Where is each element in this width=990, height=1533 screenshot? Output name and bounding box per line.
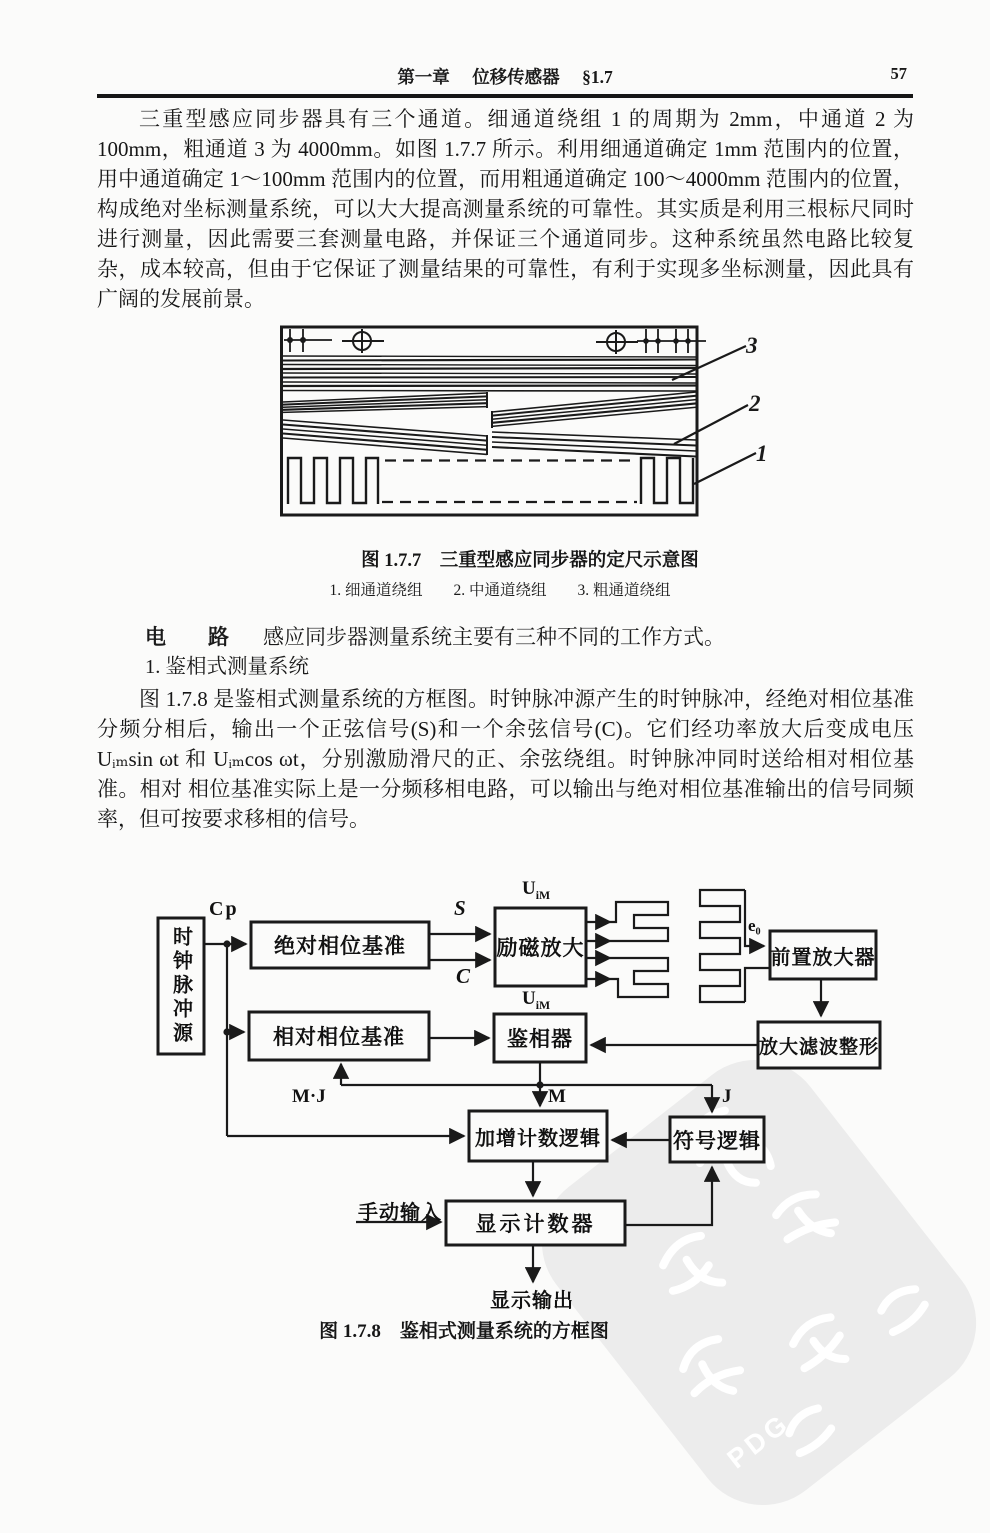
box-label-clock: 时钟脉冲源: [169, 926, 192, 1046]
page-header: [97, 64, 913, 90]
signal-label-uim-top: $U_{iM}$: [522, 878, 551, 902]
circuit-heading-text: 感应同步器测量系统主要有三种不同的工作方式。: [263, 625, 725, 649]
fine-channel-band: [288, 458, 693, 504]
signal-label-s: S: [454, 896, 467, 920]
signal-label-m: M: [548, 1086, 566, 1107]
alignment-circle-right: [596, 330, 638, 354]
box-label-phase-discriminator: 鉴相器: [507, 1027, 573, 1051]
figure-inductosyn-scale: [270, 322, 790, 534]
header-rule: [97, 94, 913, 98]
signal-label-cp: Cp: [209, 898, 239, 920]
box-label-amp-filter-shaper: 放大滤波整形: [758, 1036, 879, 1058]
box-label-sign-logic: 符号逻辑: [673, 1128, 761, 1153]
box-label-counting-logic: 加增计数逻辑: [475, 1127, 601, 1150]
inductosyn-scale-drawing: [270, 322, 790, 534]
header-chapter: 第一章: [397, 67, 450, 87]
signal-label-c: C: [456, 964, 472, 988]
header-section: §1.7: [582, 67, 613, 87]
signal-label-j: J: [722, 1086, 732, 1107]
header-title-group: [97, 64, 913, 89]
coarse-channel-band: [283, 356, 696, 391]
figure177-legend: 1. 细通道绕组 2. 中通道绕组 3. 粗通道绕组: [329, 582, 671, 599]
page-number: 57: [890, 64, 907, 83]
label-fine-winding: 1: [756, 441, 768, 466]
paragraph-triple-channel: 三重型感应同步器具有三个通道。细通道绕组 1 的周期为 2mm，中通道 2 为 100mm，粗通道 3 为 4000mm。如图 1.7.7 所示。利用细通道确定 1mm 范围内的位置，用中通道确定 1～100mm 范围内的位置，而用粗通道确定 100～4000mm 范围内的位置，构成绝对坐标测量系统，可以大大提高测量系统的可靠性。其实质是利用三根标尺同时进行测量，因此需要三套测量电路，并保证三个通道同步。这种系统虽然电路比较复杂，成本较高，但由于它保证了测量结果的可靠性，有利于实现多坐标测量，因此具有广阔的发展前景。: [97, 107, 914, 311]
scale-winding: [700, 890, 745, 1002]
label-manual-input: 手动输入: [358, 1202, 442, 1224]
paragraph-phase-system: 图 1.7.8 是鉴相式测量系统的方框图。时钟脉冲源产生的时钟脉冲，经绝对相位基准分频分相后，输出一个正弦信号(S)和一个余弦信号(C)。它们经功率放大后变成电压 Uᵢₘsin ωt 和 Uᵢₘcos ωt，分别激励滑尺的正、余弦绕组。时钟脉冲同时送给相对相位基准。相对 相位基准实际上是一分频移相电路，可以输出与绝对相位基准输出的信号同频率，但可按要求移相的信号。: [97, 687, 914, 831]
cosine-winding: [631, 958, 668, 997]
signal-label-e0: e₀: [748, 916, 761, 935]
box-label-preamplifier: 前置放大器: [770, 946, 876, 969]
figure178-caption: 图 1.7.8 鉴相式测量系统的方框图: [319, 1321, 609, 1342]
label-display-output: 显示输出: [490, 1290, 574, 1312]
label-coarse-winding: 3: [746, 333, 758, 358]
circuit-heading: 电 路: [145, 625, 229, 649]
leader-lines: [672, 346, 756, 484]
subsection-heading: 1. 鉴相式测量系统: [145, 656, 309, 678]
circuit-heading-line: [97, 622, 914, 652]
sine-winding: [631, 902, 668, 941]
medium-channel-band: [283, 392, 696, 457]
signal-label-mj: M·J: [292, 1086, 326, 1107]
box-label-excitation-amp: 励磁放大: [496, 936, 585, 960]
figure-block-diagram: [140, 876, 900, 1316]
alignment-circle-left: [342, 329, 384, 353]
signal-label-uim-bottom: $U_{iM}$: [522, 988, 551, 1012]
box-label-absolute-phase-ref: 绝对相位基准: [274, 934, 406, 958]
box-label-display-counter: 显示计数器: [475, 1212, 596, 1236]
box-label-relative-phase-ref: 相对相位基准: [273, 1025, 405, 1049]
figure177-caption: 图 1.7.7 三重型感应同步器的定尺示意图: [361, 551, 699, 571]
header-title: 位移传感器: [472, 67, 560, 87]
watermark-pdg-text: PDG: [721, 1407, 796, 1475]
label-medium-winding: 2: [749, 391, 761, 416]
